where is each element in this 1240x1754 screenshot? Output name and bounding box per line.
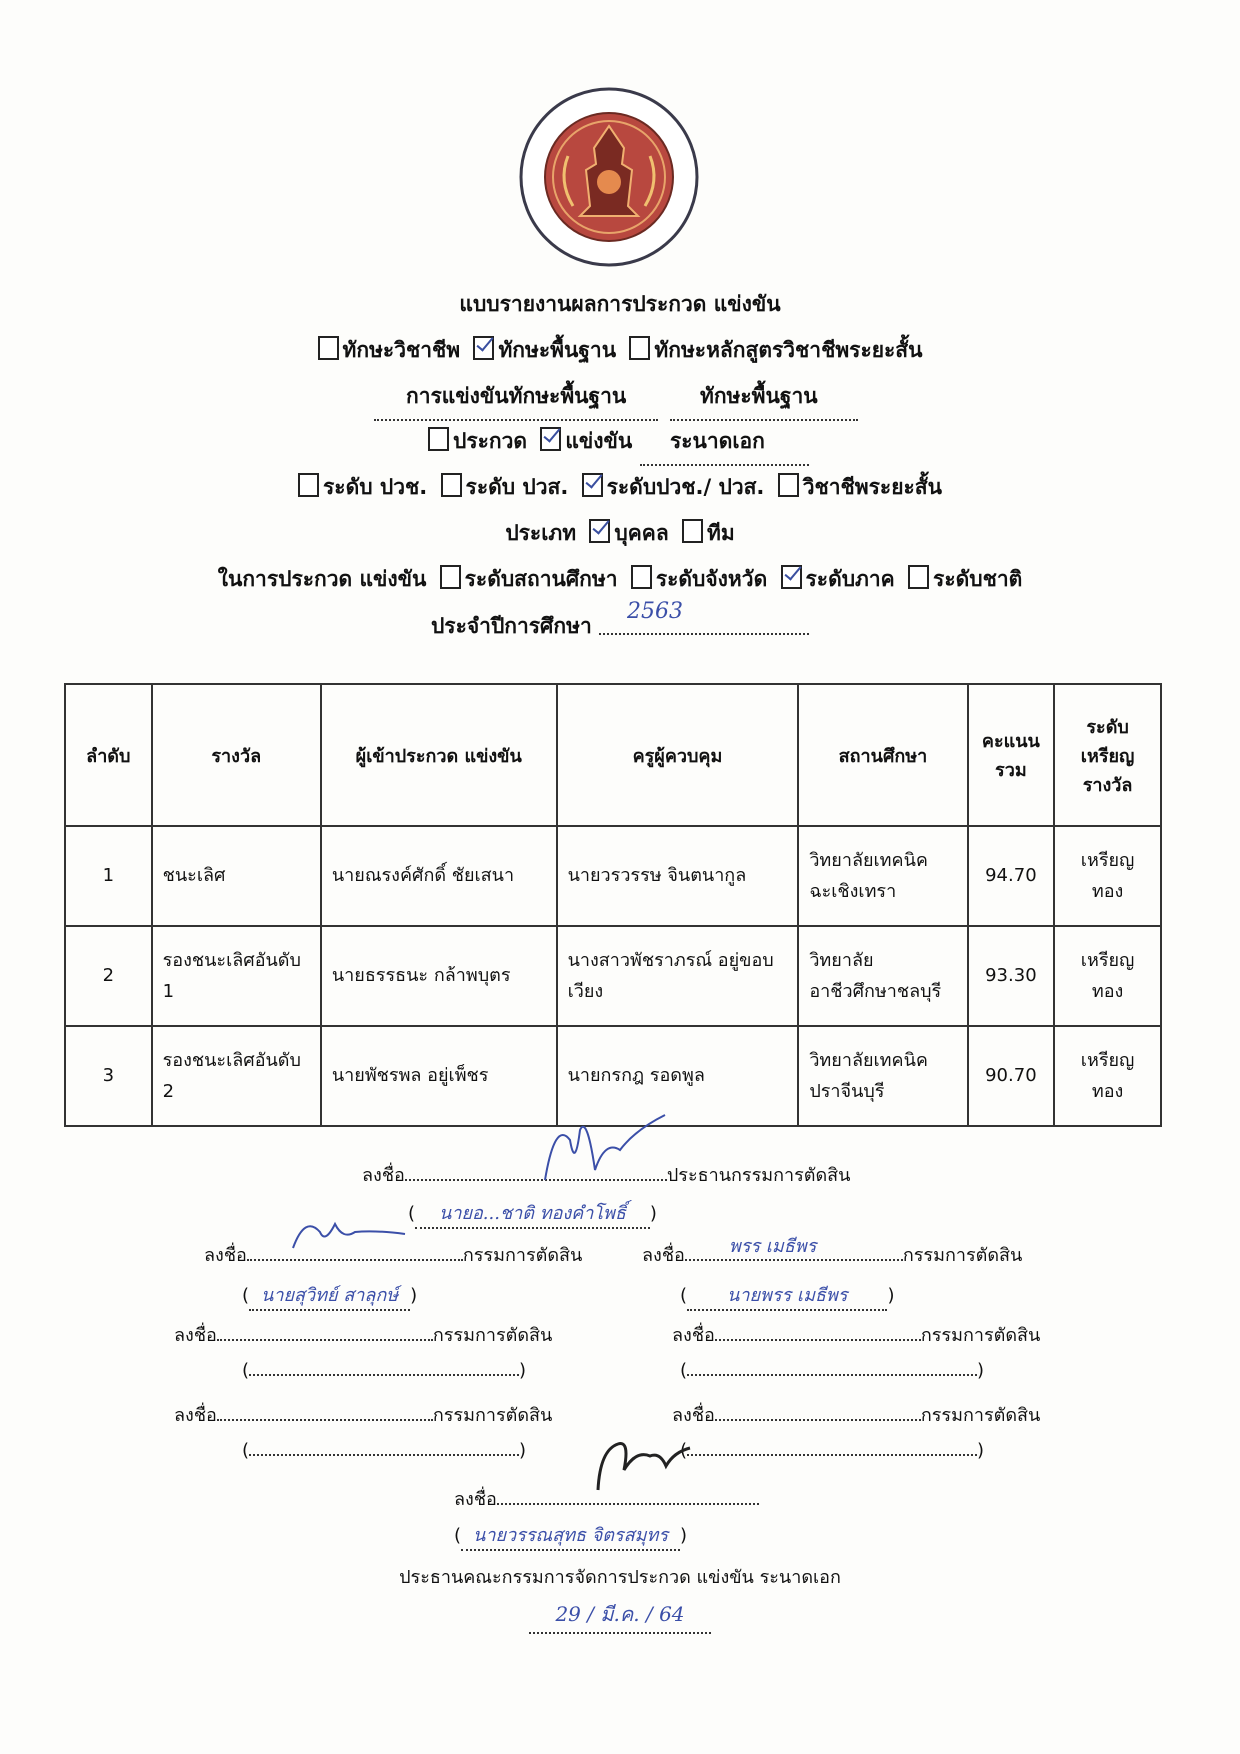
- chair-name: นายอ...ชาติ ทองคำโพธิ์: [415, 1198, 650, 1229]
- table-row: [65, 826, 1161, 926]
- signing-date-line: [0, 1598, 1240, 1634]
- judge-2-sign-text: พรร เมธีพร: [728, 1236, 817, 1257]
- type-row: ประเภท บุคคล ทีม: [505, 521, 735, 545]
- judge-3-name-line: ( ): [242, 1356, 526, 1381]
- event-name: ระนาดเอก: [640, 425, 809, 466]
- col-header-score: คะแนน รวม: [968, 684, 1055, 826]
- judge-6-name-line: ( ): [680, 1436, 984, 1461]
- table-header-row: [65, 684, 1161, 826]
- academic-year-row: ประจำปีการศึกษา 2563: [0, 610, 1240, 643]
- judge-2-name: นายพรร เมธีพร: [687, 1280, 887, 1311]
- cell-score: 94.70: [968, 826, 1055, 926]
- skill-type-checkbox[interactable]: [473, 336, 494, 360]
- judge-1-signature-line: ลงชื่อ กรรมการตัดสิน: [204, 1240, 582, 1269]
- organizer-name: นายวรรณสุทธ จิตรสมุทร: [461, 1520, 680, 1551]
- judge-6-signature-line: ลงชื่อ กรรมการตัดสิน: [672, 1400, 1040, 1429]
- scope-checkbox[interactable]: [781, 565, 802, 589]
- cell-contestant: นายธรรธนะ กล้าพบุตร: [321, 926, 557, 1026]
- scope-row: ในการประกวด แข่งขัน ระดับสถานศึกษา ระดับจังหวัด ระดับภาค ระดับชาติ: [217, 567, 1023, 591]
- cell-medal: เหรียญทอง: [1054, 926, 1161, 1026]
- scope-checkbox[interactable]: [908, 565, 929, 589]
- table-row: [65, 926, 1161, 1026]
- col-header-contestant: ผู้เข้าประกวด แข่งขัน: [321, 684, 557, 826]
- col-header-teacher: ครูผู้ควบคุม: [557, 684, 799, 826]
- judge-1-name-line: ( นายสุวิทย์ สาลุกษ์ ): [242, 1280, 417, 1311]
- cell-contestant: นายณรงค์ศักดิ์ ชัยเสนา: [321, 826, 557, 926]
- judge-4-name-line: ( ): [680, 1356, 984, 1381]
- skill-type-row: ทักษะวิชาชีพ ทักษะพื้นฐาน ทักษะหลักสูตรวิชาชีพระยะสั้น: [0, 334, 1240, 367]
- scope-checkbox[interactable]: [631, 565, 652, 589]
- cell-medal: เหรียญทอง: [1054, 826, 1161, 926]
- cell-rank: 1: [65, 826, 152, 926]
- judge-2-name-line: ( นายพรร เมธีพร ): [680, 1280, 894, 1311]
- cell-award: รองชนะเลิศอันดับ 1: [152, 926, 321, 1026]
- emblem: [518, 86, 700, 268]
- cell-school: วิทยาลัยเทคนิค ฉะเชิงเทรา: [798, 826, 967, 926]
- mode-checkbox[interactable]: [540, 427, 561, 451]
- organizer-name-line: ( นายวรรณสุทธ จิตรสมุทร ): [454, 1520, 687, 1551]
- cell-award: ชนะเลิศ: [152, 826, 321, 926]
- cell-teacher: นายกรกฎ รอดพูล: [557, 1026, 799, 1126]
- judge-2-signature-line: ลงชื่อ พรร เมธีพร กรรมการตัดสิน: [642, 1240, 1022, 1269]
- academic-year-value: 2563: [627, 599, 684, 624]
- cell-score: 93.30: [968, 926, 1055, 1026]
- competition-group: ทักษะพื้นฐาน: [670, 380, 858, 421]
- chair-signature-line: ลงชื่อ ประธานกรรมการตัดสิน: [362, 1160, 850, 1189]
- cell-medal: เหรียญทอง: [1054, 1026, 1161, 1126]
- mode-checkbox[interactable]: [428, 427, 449, 451]
- chair-signature-scribble: [525, 1110, 675, 1200]
- col-header-medal: ระดับ เหรียญ รางวัล: [1054, 684, 1161, 826]
- judge-3-signature-line: ลงชื่อ กรรมการตัดสิน: [174, 1320, 552, 1349]
- scope-checkbox[interactable]: [440, 565, 461, 589]
- level-checkbox[interactable]: [298, 473, 319, 497]
- cell-school: วิทยาลัยเทคนิค ปราจีนบุรี: [798, 1026, 967, 1126]
- results-table: [64, 683, 1162, 1127]
- organizer-signature-line: ลงชื่อ: [454, 1484, 759, 1513]
- judge-5-name-line: ( ): [242, 1436, 526, 1461]
- mode-row: ประกวด แข่งขัน: [428, 425, 632, 458]
- col-header-rank: ลำดับ: [65, 684, 152, 826]
- level-checkbox[interactable]: [582, 473, 603, 497]
- type-checkbox[interactable]: [589, 519, 610, 543]
- col-header-award: รางวัล: [152, 684, 321, 826]
- judge-5-signature-line: ลงชื่อ กรรมการตัดสิน: [174, 1400, 552, 1429]
- col-header-school: สถานศึกษา: [798, 684, 967, 826]
- level-checkbox[interactable]: [441, 473, 462, 497]
- cell-award: รองชนะเลิศอันดับ 2: [152, 1026, 321, 1126]
- vocational-seal-icon: [518, 86, 700, 268]
- cell-teacher: นายวรวรรษ จินตนากูล: [557, 826, 799, 926]
- form-title: แบบรายงานผลการประกวด แข่งขัน: [459, 292, 781, 316]
- skill-type-checkbox[interactable]: [629, 336, 650, 360]
- judge-4-signature-line: ลงชื่อ กรรมการตัดสิน: [672, 1320, 1040, 1349]
- cell-contestant: นายพัชรพล อยู่เพ็ชร: [321, 1026, 557, 1126]
- signing-date: 29 / มี.ค. / 64: [529, 1598, 710, 1634]
- level-checkbox[interactable]: [778, 473, 799, 497]
- chair-name-line: ( นายอ...ชาติ ทองคำโพธิ์ ): [408, 1198, 657, 1229]
- type-checkbox[interactable]: [682, 519, 703, 543]
- cell-rank: 3: [65, 1026, 152, 1126]
- cell-rank: 2: [65, 926, 152, 1026]
- judge-1-signature-scribble: [285, 1210, 415, 1260]
- cell-score: 90.70: [968, 1026, 1055, 1126]
- organizer-role: ประธานคณะกรรมการจัดการประกวด แข่งขัน ระนาดเอก: [399, 1567, 841, 1588]
- judge-1-name: นายสุวิทย์ สาลุกษ์: [249, 1280, 410, 1311]
- cell-school: วิทยาลัย อาชีวศึกษาชลบุรี: [798, 926, 967, 1026]
- competition-name: การแข่งขันทักษะพื้นฐาน: [374, 380, 658, 421]
- level-row: ระดับ ปวช. ระดับ ปวส. ระดับปวช./ ปวส. วิชาชีพระยะสั้น: [0, 471, 1240, 504]
- cell-teacher: นางสาวพัชราภรณ์ อยู่ขอบเวียง: [557, 926, 799, 1026]
- skill-type-checkbox[interactable]: [318, 336, 339, 360]
